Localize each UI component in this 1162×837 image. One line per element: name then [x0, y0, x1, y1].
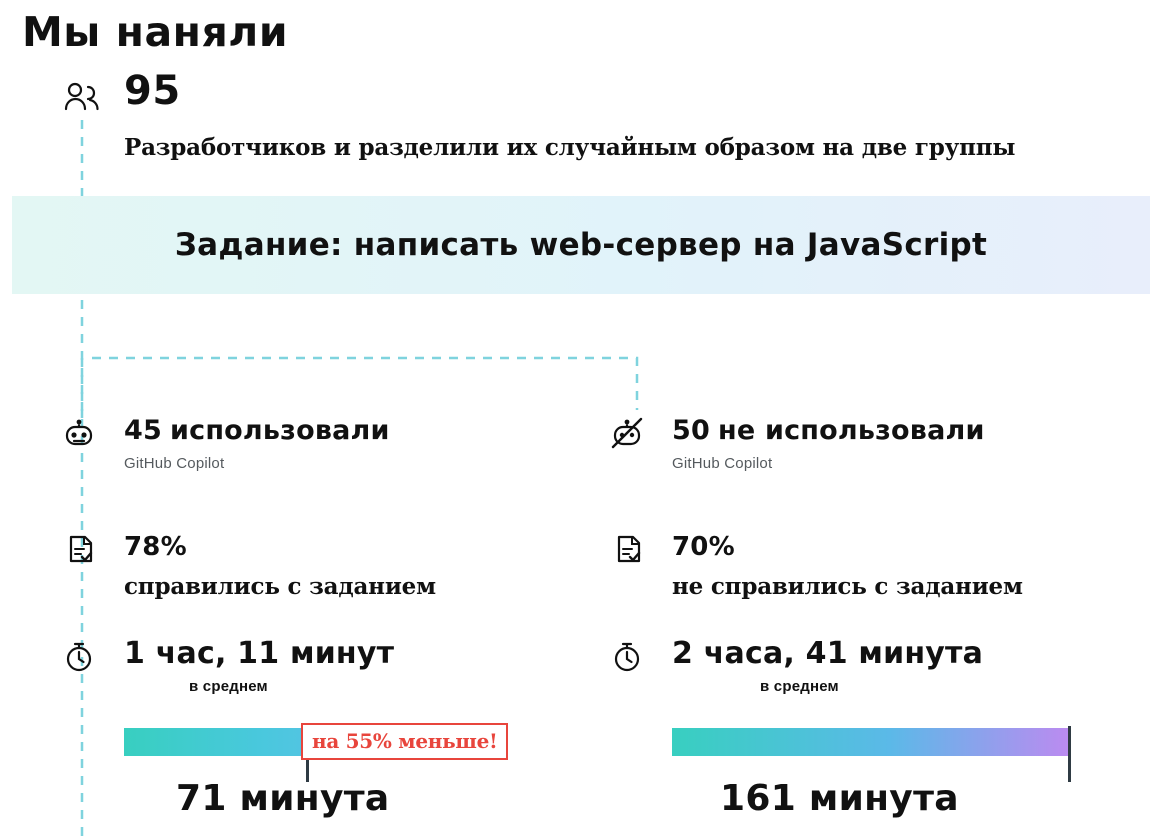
group-left-count: 45 [124, 415, 162, 446]
page-title: Мы наняли [22, 8, 289, 56]
group-right-bar [672, 728, 1068, 756]
hired-count: 95 [124, 68, 181, 114]
group-right-total: 161 минута [720, 778, 959, 819]
group-left-percent-label: справились с заданием [124, 573, 436, 600]
document-check-icon [612, 532, 646, 566]
document-check-icon [64, 532, 98, 566]
stopwatch-icon [610, 640, 644, 674]
task-banner [12, 196, 1150, 294]
task-banner-text: Задание: написать web-сервер на JavaScript [174, 227, 988, 263]
group-right-percent-label: не справились с заданием [672, 573, 1023, 600]
group-left-time-sub: в среднем [189, 678, 268, 695]
people-icon [62, 78, 102, 118]
group-right-count: 50 [672, 415, 710, 446]
group-right-percent: 70% [672, 532, 735, 562]
group-left-sublabel: GitHub Copilot [124, 455, 225, 472]
group-right-sublabel: GitHub Copilot [672, 455, 773, 472]
group-left-percent: 78% [124, 532, 187, 562]
group-right-time-sub: в среднем [760, 678, 839, 695]
robot-crossed-out-icon [610, 416, 644, 450]
group-right-bar-cap [1068, 726, 1071, 782]
stopwatch-icon [62, 640, 96, 674]
hired-description: Разработчиков и разделили их случайным образом на две группы [124, 134, 1016, 161]
group-right-label: не использовали [718, 415, 985, 446]
group-right-time: 2 часа, 41 минута [672, 636, 984, 671]
group-left-total: 71 минута [176, 778, 390, 819]
group-left-time: 1 час, 11 минут [124, 636, 395, 671]
robot-icon [62, 416, 96, 450]
group-left-label: использовали [170, 415, 390, 446]
reduction-callout: на 55% меньше! [301, 723, 508, 760]
